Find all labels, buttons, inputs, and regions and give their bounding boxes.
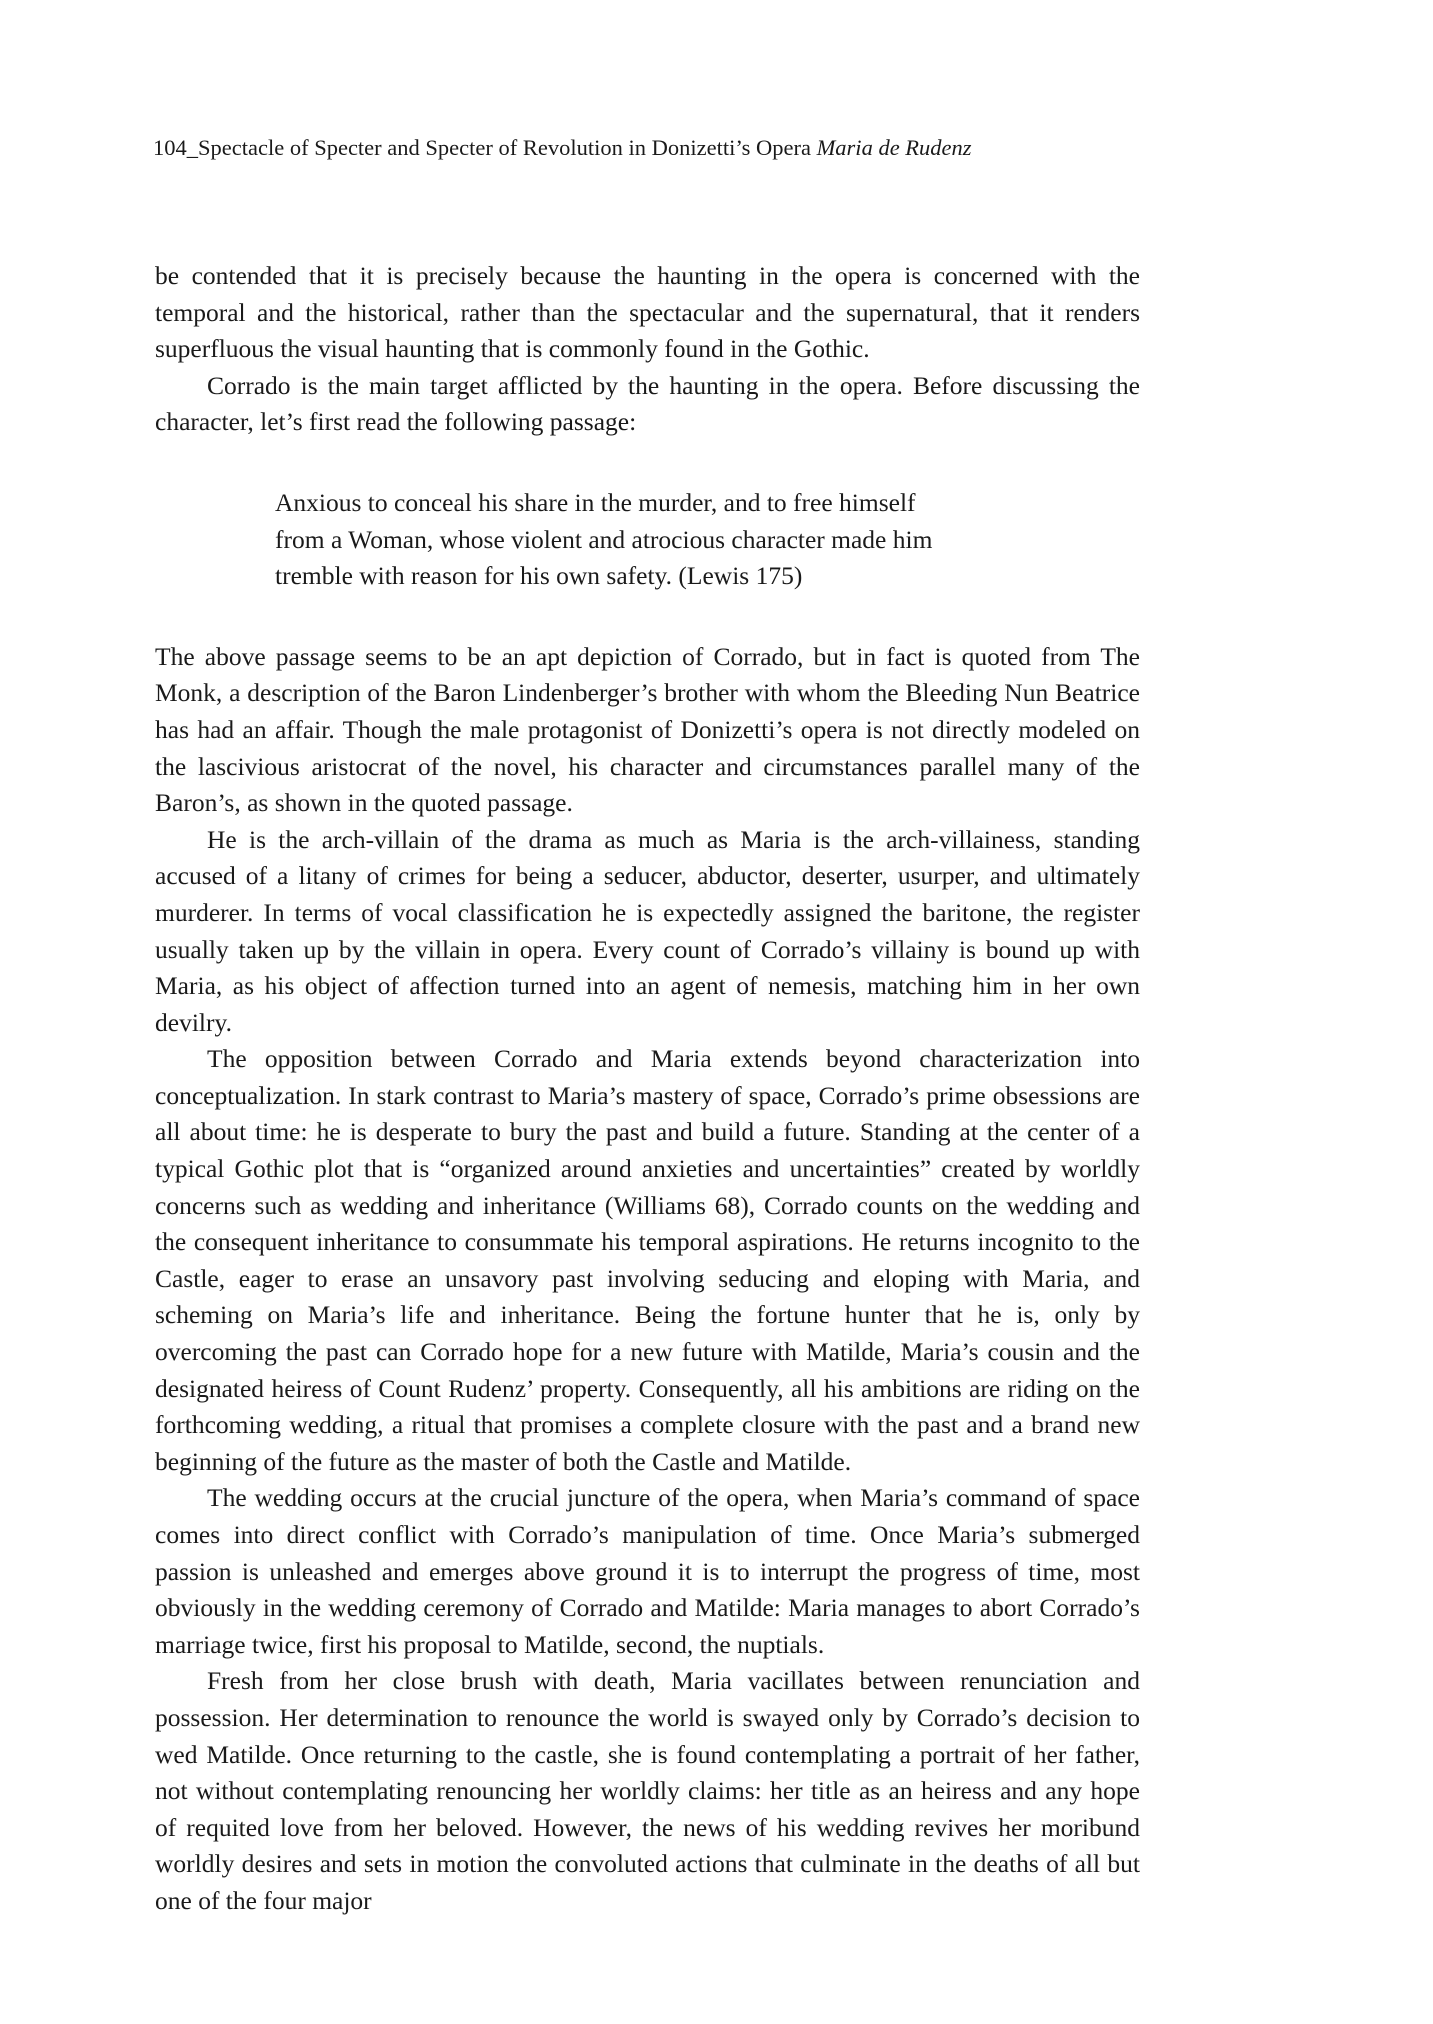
quote-line: from a Woman, whose violent and atrocious character made him [275, 524, 933, 554]
quote-line: Anxious to conceal his share in the murder, and to free himself [275, 487, 916, 517]
block-quote [275, 485, 1055, 595]
header-text: 104_Spectacle of Specter and Specter of Revolution in Donizetti’s Opera [153, 135, 817, 160]
quote-line: tremble with reason for his own safety. (Lewis 175) [275, 561, 803, 591]
body-text [155, 258, 1140, 1920]
paragraph: Corrado is the main target afflicted by the haunting in the opera. Before discussing the character, let’s first read the following passage: [155, 370, 1140, 437]
paragraph: be contended that it is precisely because the haunting in the opera is concerned with the temporal and the historical, rather than the spectacular and the supernatural, that it renders superfluous the visual haunting that is commonly found in the Gothic. [155, 261, 1140, 364]
running-header [153, 134, 972, 162]
header-italic-title: Maria de Rudenz [816, 135, 972, 160]
paragraph: Fresh from her close brush with death, Maria vacillates between renunciation and possession. Her determination to renounce the world is swayed only by Corrado’s decision to wed Matilde. Once returning to the castle, she is found contemplating a portrait of her father, not without contemplating renouncing her worldly claims: her title as an heiress and any hope of requited love from her beloved. However, the news of his wedding revives her moribund worldly desires and sets in motion the convoluted actions that culminate in the deaths of all but one of the four major [155, 1666, 1140, 1915]
paragraph: The wedding occurs at the crucial juncture of the opera, when Maria’s command of space comes into direct conflict with Corrado’s manipulation of time. Once Maria’s submerged passion is unleashed and emerges above ground it is to interrupt the progress of time, most obviously in the wedding ceremony of Corrado and Matilde: Maria manages to abort Corrado’s marriage twice, first his proposal to Matilde, second, the nuptials. [155, 1483, 1140, 1659]
paragraph: The opposition between Corrado and Maria extends beyond characterization into conceptualization. In stark contrast to Maria’s mastery of space, Corrado’s prime obsessions are all about time: he is desperate to bury the past and build a future. Standing at the center of a typical Gothic plot that is “organized around anxieties and uncertainties” created by worldly concerns such as wedding and inheritance (Williams 68), Corrado counts on the wedding and the consequent inheritance to consummate his temporal aspirations. He returns incognito to the Castle, eager to erase an unsavory past involving seducing and eloping with Maria, and scheming on Maria’s life and inheritance. Being the fortune hunter that he is, only by overcoming the past can Corrado hope for a new future with Matilde, Maria’s cousin and the designated heiress of Count Rudenz’ property. Consequently, all his ambitions are riding on the forthcoming wedding, a ritual that promises a complete closure with the past and a brand new beginning of the future as the master of both the Castle and Matilde. [155, 1044, 1140, 1476]
paragraph: He is the arch-villain of the drama as much as Maria is the arch-villainess, standing accused of a litany of crimes for being a seducer, abductor, deserter, usurper, and ultimately murderer. In terms of vocal classification he is expectedly assigned the baritone, the register usually taken up by the villain in opera. Every count of Corrado’s villainy is bound up with Maria, as his object of affection turned into an agent of nemesis, matching him in her own devilry. [155, 824, 1140, 1037]
paragraph: The above passage seems to be an apt depiction of Corrado, but in fact is quoted from The Monk, a description of the Baron Lindenberger’s brother with whom the Bleeding Nun Beatrice has had an affair. Though the male protagonist of Donizetti’s opera is not directly modeled on the lascivious aristocrat of the novel, his character and circumstances parallel many of the Baron’s, as shown in the quoted passage. [155, 641, 1140, 818]
